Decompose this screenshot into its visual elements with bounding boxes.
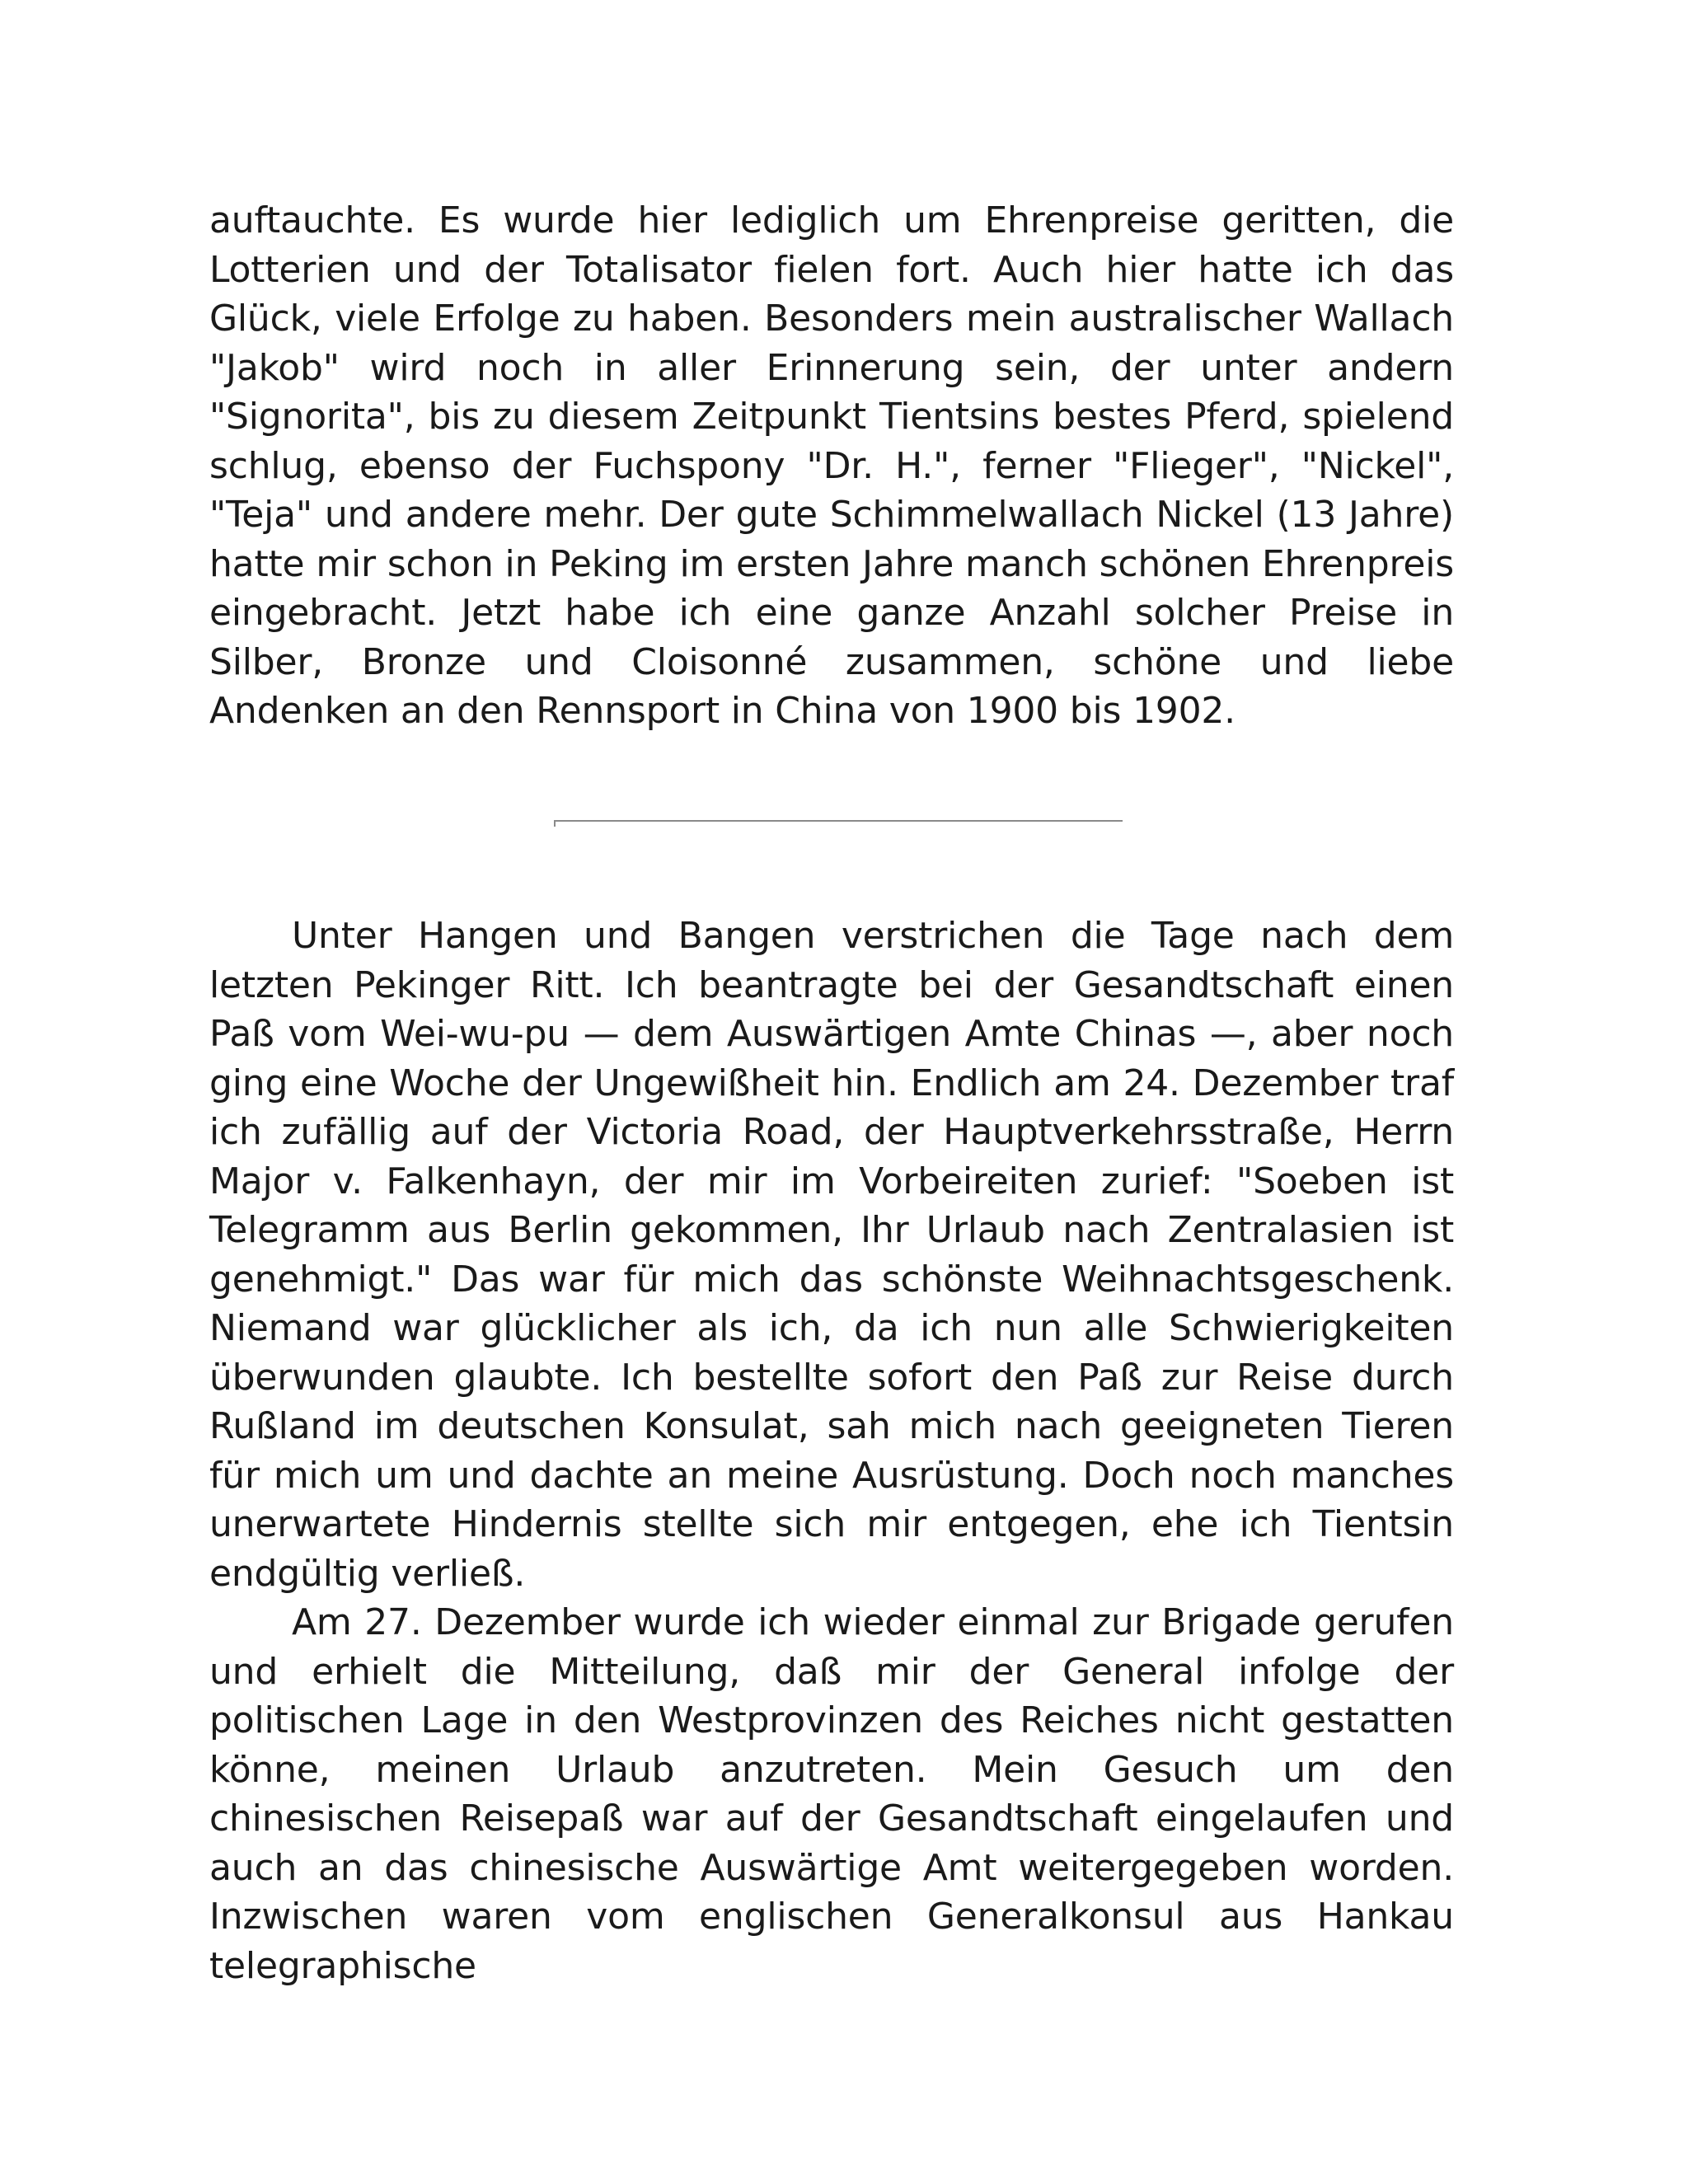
paragraph-1: Unter Hangen und Bangen verstrichen die Tage nach dem letzten Pekinger Ritt. Ich beantragte bei der Gesandtschaft einen Paß vom Wei-wu-pu — dem Auswärtigen Amte Chinas —, aber noch ging eine Woche der Ungewißheit hin. Endlich am 24. Dezember traf ich zufällig auf der Victoria Road, der Hauptverkehrsstraße, Herrn Major v. Falkenhayn, der mir im Vorbeireiten zurief: "Soeben ist Telegramm aus Berlin gekommen, Ihr Urlaub nach Zentralasien ist genehmigt." Das war für mich das schönste Weihnachtsgeschenk. Niemand war glücklicher als ich, da ich nun alle Schwierigkeiten überwunden glaubte. Ich bestellte sofort den Paß zur Reise durch Rußland im deutschen Konsulat, sah mich nach geeigneten Tieren für mich um und dachte an meine Ausrüstung. Doch noch manches unerwartete Hindernis stellte sich mir entgegen, ehe ich Tientsin endgültig verließ.: [209, 915, 1454, 1595]
text-block-top: [209, 196, 1454, 736]
text-block-bottom: [209, 912, 1454, 1990]
section-separator: [554, 820, 1123, 822]
paragraph-continuation: auftauchte. Es wurde hier lediglich um Ehrenpreise geritten, die Lotterien und der Totalisator fielen fort. Auch hier hatte ich das Glück, viele Erfolge zu haben. Besonders mein australischer Wallach "Jakob" wird noch in aller Erinnerung sein, der unter andern "Signorita", bis zu diesem Zeitpunkt Tientsins bestes Pferd, spielend schlug, ebenso der Fuchspony "Dr. H.", ferner "Flieger", "Nickel", "Teja" und andere mehr. Der gute Schimmelwallach Nickel (13 Jahre) hatte mir schon in Peking im ersten Jahre manch schönen Ehrenpreis eingebracht. Jetzt habe ich eine ganze Anzahl solcher Preise in Silber, Bronze und Cloisonné zusammen, schöne und liebe Andenken an den Rennsport in China von 1900 bis 1902.: [209, 199, 1454, 732]
paragraph-2: Am 27. Dezember wurde ich wieder einmal zur Brigade gerufen und erhielt die Mitteilung, daß mir der General infolge der politischen Lage in den Westprovinzen des Reiches nicht gestatten könne, meinen Urlaub anzutreten. Mein Gesuch um den chinesischen Reisepaß war auf der Gesandtschaft eingelaufen und auch an das chinesische Auswärtige Amt weitergegeben worden. Inzwischen waren vom englischen Generalkonsul aus Hankau telegraphische: [209, 1601, 1454, 1987]
